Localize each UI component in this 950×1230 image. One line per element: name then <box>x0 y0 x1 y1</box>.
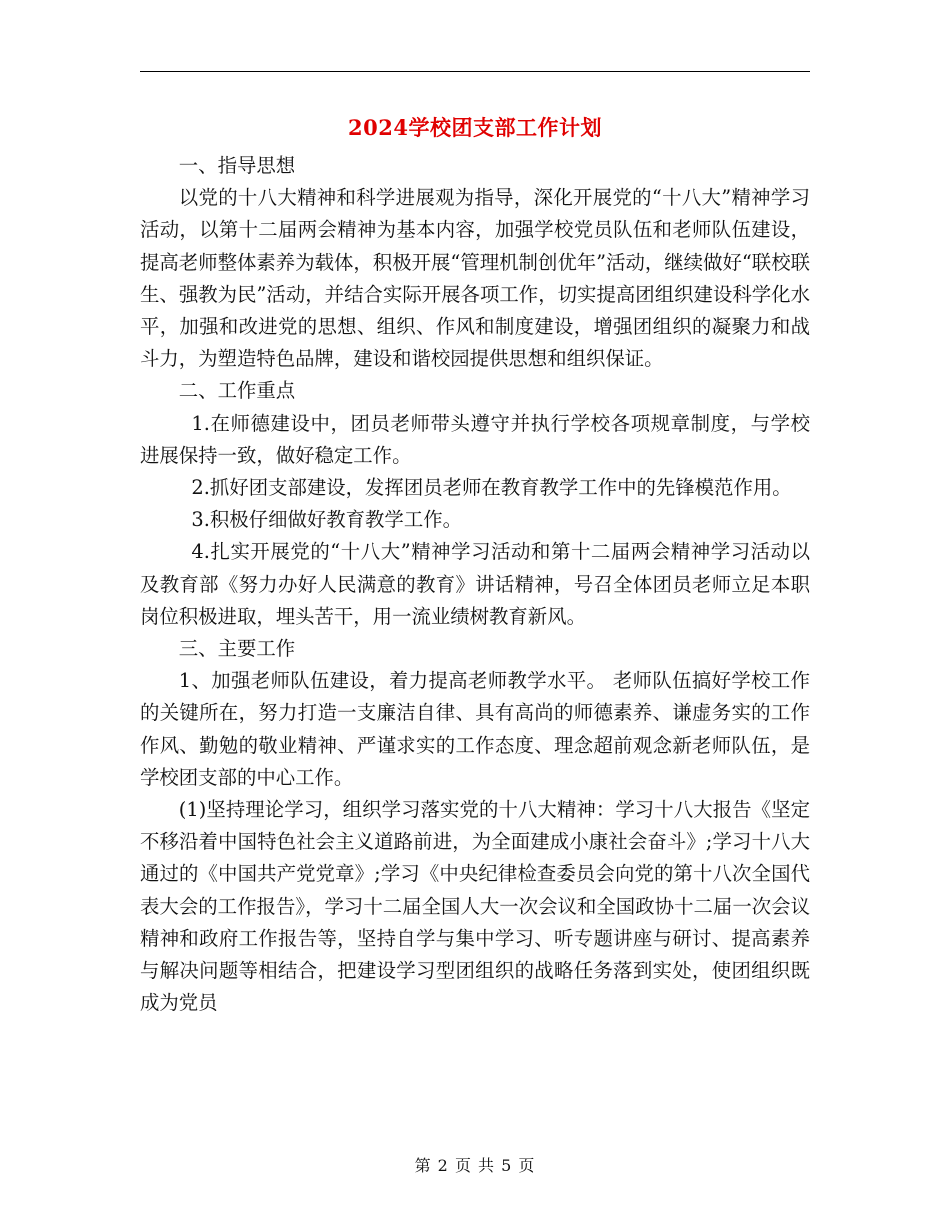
document-title: 2024学校团支部工作计划 <box>348 115 602 140</box>
list-item-3: 3.积极仔细做好教育教学工作。 <box>191 508 462 532</box>
paragraph-main-work-1: 1、加强老师队伍建设，着力提高老师教学水平。 老师队伍搞好学校工作的关键所在，努力打造一支廉洁自律、具有高尚的师德素养、谦虚务实的工作作风、勤勉的敬业精神、严谨求实的工作态度、理念超前观念新老师队伍，是学校团支部的中心工作。 <box>140 669 810 789</box>
list-item-1: 1.在师德建设中，团员老师带头遵守并执行学校各项规章制度，与学校进展保持一致，做好稳定工作。 <box>140 411 810 467</box>
header-rule <box>140 71 810 72</box>
document-body <box>140 150 810 1019</box>
paragraph-theory-study: (1)坚持理论学习，组织学习落实党的十八大精神：学习十八大报告《坚定不移沿着中国特色社会主义道路前进，为全面建成小康社会奋斗》;学习十八大通过的《中国共产党党章》;学习《中央纪律检查委员会向党的第十八次全国代表大会的工作报告》，学习十二届全国人大一次会议和全国政协十二届一次会议精神和政府工作报告等，坚持自学与集中学习、听专题讲座与研讨、提高素养与解决问题等相结合，把建设学习型团组织的战略任务落到实处，使团组织既成为党员 <box>140 798 810 1015</box>
paragraph-guiding-thought: 以党的十八大精神和科学进展观为指导，深化开展党的“十八大”精神学习活动，以第十二届两会精神为基本内容，加强学校党员队伍和老师队伍建设，提高老师整体素养为载体，积极开展“管理机制创优年”活动，继续做好“联校联生、强教为民”活动，并结合实际开展各项工作，切实提高团组织建设科学化水平，加强和改进党的思想、组织、作风和制度建设，增强团组织的凝聚力和战斗力，为塑造特色品牌，建设和谐校园提供思想和组织保证。 <box>140 186 810 371</box>
section-heading-1: 一、指导思想 <box>178 154 296 177</box>
section-heading-2: 二、工作重点 <box>178 379 296 403</box>
page-number: 第 2 页 共 5 页 <box>414 1156 536 1175</box>
section-heading-3: 三、主要工作 <box>178 637 296 661</box>
list-item-2: 2.抓好团支部建设，发挥团员老师在教育教学工作中的先锋模范作用。 <box>191 476 792 500</box>
list-item-4: 4.扎实开展党的“十八大”精神学习活动和第十二届两会精神学习活动以及教育部《努力办好人民满意的教育》讲话精神，号召全体团员老师立足本职岗位积极进取，埋头苦干，用一流业绩树教育新风。 <box>140 540 810 628</box>
